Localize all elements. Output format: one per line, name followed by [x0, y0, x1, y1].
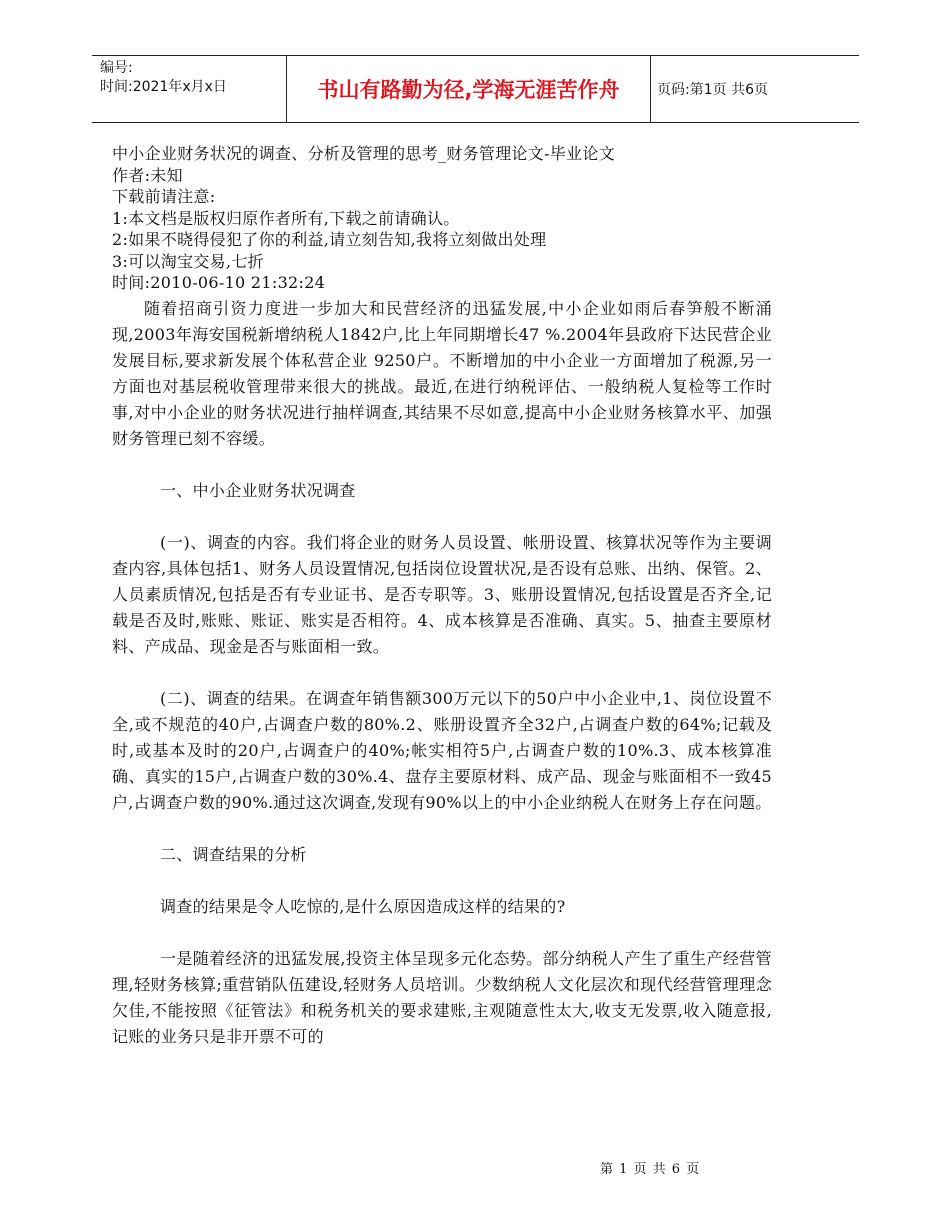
- notice-item-2: 2:如果不晓得侵犯了你的利益,请立刻告知,我将立刻做出处理: [112, 230, 547, 249]
- document-title: 中小企业财务状况的调查、分析及管理的思考_财务管理论文-毕业论文: [112, 144, 616, 163]
- page-footer: 第 1 页 共 6 页: [600, 1162, 701, 1177]
- paragraph-question: 调查的结果是令人吃惊的,是什么原因造成这样的结果的?: [160, 896, 566, 916]
- notice-item-3: 3:可以淘宝交易,七折: [112, 251, 264, 271]
- paragraph-intro: 随着招商引资力度进一步加大和民营经济的迅猛发展,中小企业如雨后春笋般不断涌现,2003年海安国税新增纳税人1842户,比上年同期增长47 %.2004年县政府下达民营企业发展目标,要求新发展个体私营企业 9250户。不断增加的中小企业一方面增加了税源,另一方面也对基层税收管理带来很大的挑战。最近,在进行纳税评估、一般纳税人复检等工作时事,对中小企业的财务状况进行抽样调查,其结果不尽如意,提高中小企业财务核算水平、加强财务管理已刻不容缓。: [112, 298, 772, 448]
- section-heading-2: 二、调查结果的分析: [160, 844, 307, 864]
- section-heading-1: 一、中小企业财务状况调查: [160, 480, 356, 500]
- paragraph-survey-results: (二)、调查的结果。在调查年销售额300万元以下的50户中小企业中,1、岗位设置不全,或不规范的40户,占调查户数的80%.2、账册设置齐全32户,占调查户数的64%;记载及时,或基本及时的20户,占调查户的40%;帐实相符5户,占调查户数的10%.3、成本核算准确、真实的15户,占调查户数的30%.4、盘存主要原材料、成产品、现金与账面相不一致45户,占调查户数的90%.通过这次调查,发现有90%以上的中小企业纳税人在财务上存在问题。: [112, 688, 772, 812]
- header-page-info: 页码:第1页 共6页: [657, 82, 768, 98]
- document-time-label: 时间:2021年x月x日: [100, 79, 227, 95]
- document-time: 时间:2010-06-10 21:32:24: [112, 273, 326, 292]
- notice-item-1: 1:本文档是版权归原作者所有,下载之前请确认。: [112, 208, 460, 228]
- notice-title: 下载前请注意:: [112, 187, 216, 206]
- document-number-label: 编号:: [100, 60, 133, 76]
- document-body: [112, 143, 772, 1050]
- page-header: [92, 55, 859, 123]
- document-author: 作者:未知: [112, 165, 183, 185]
- header-meta: [92, 56, 286, 122]
- header-motto: 书山有路勤为径,学海无涯苦作舟: [286, 56, 651, 122]
- paragraph-analysis-1: 一是随着经济的迅猛发展,投资主体呈现多元化态势。部分纳税人产生了重生产经营管理,轻财务核算;重营销队伍建设,轻财务人员培训。少数纳税人文化层次和现代经营管理理念欠佳,不能按照《征管法》和税务机关的要求建账,主观随意性太大,收支无发票,收入随意报,记账的业务只是非开票不可的: [112, 948, 772, 1046]
- paragraph-survey-content: (一)、调查的内容。我们将企业的财务人员设置、帐册设置、核算状况等作为主要调查内容,具体包括1、财务人员设置情况,包括岗位设置状况,是否设有总账、出纳、保管。2、人员素质情况,包括是否有专业证书、是否专职等。3、账册设置情况,包括设置是否齐全,记载是否及时,账账、账证、账实是否相符。4、成本核算是否准确、真实。5、抽查主要原材料、产成品、现金是否与账面相一致。: [112, 532, 772, 656]
